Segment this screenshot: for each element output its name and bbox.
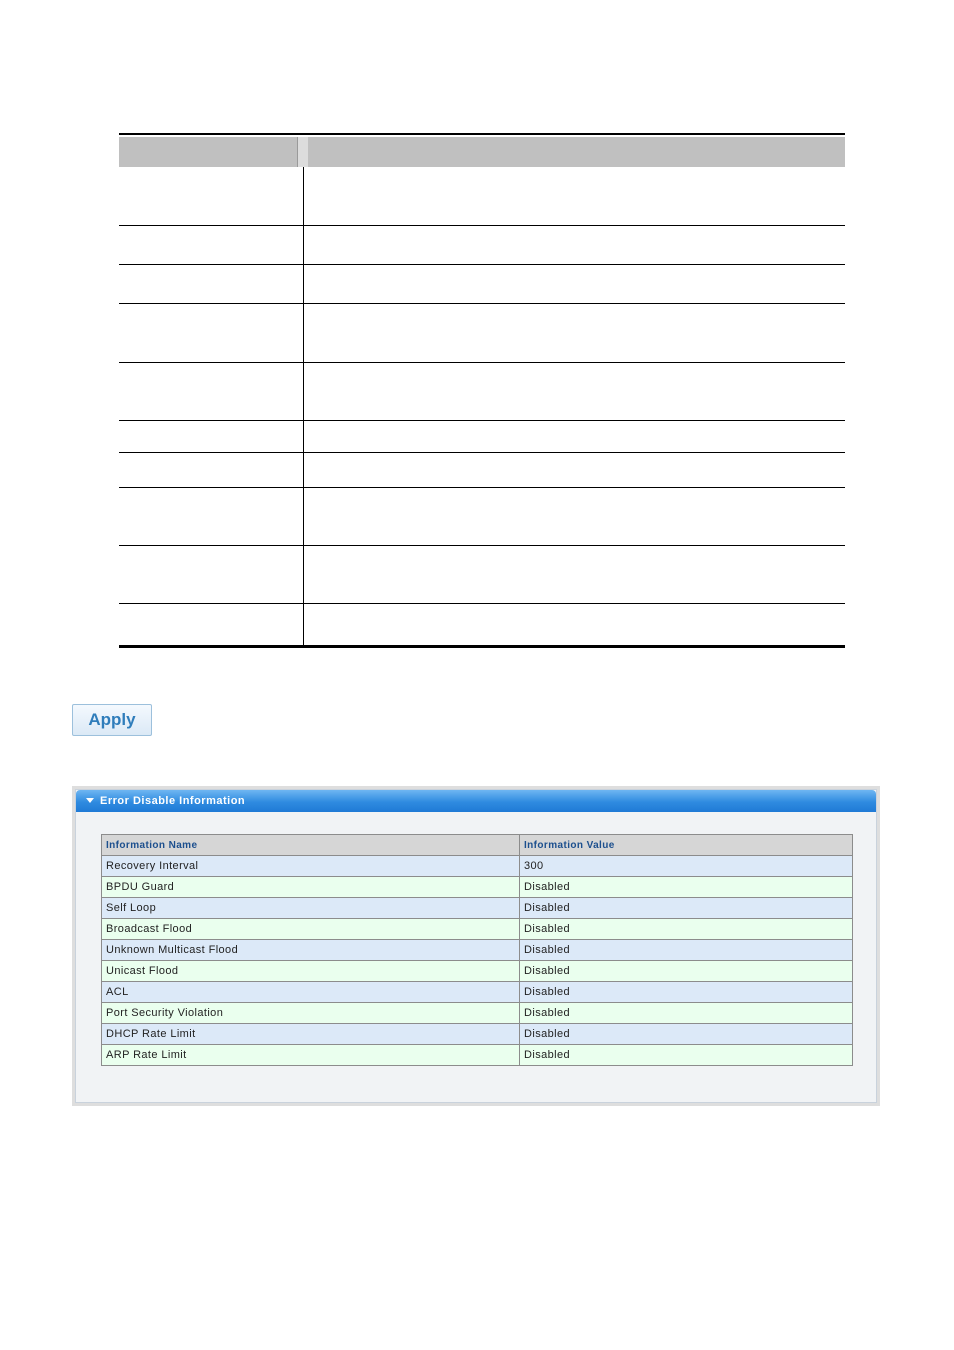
table-row	[102, 877, 853, 898]
column-header-name: Information Name	[102, 835, 520, 856]
apply-button[interactable]: Apply	[72, 704, 152, 736]
table-row	[102, 856, 853, 877]
info-name-cell: Broadcast Flood	[102, 919, 520, 940]
table-top-rule	[119, 133, 845, 135]
information-table	[101, 834, 853, 1066]
table-row	[102, 1045, 853, 1066]
table-row	[119, 265, 845, 304]
info-name-cell: Unknown Multicast Flood	[102, 940, 520, 961]
info-name-cell: ACL	[102, 982, 520, 1003]
table-row	[102, 1024, 853, 1045]
info-value-cell: 300	[520, 856, 853, 877]
info-value-cell: Disabled	[520, 982, 853, 1003]
error-disable-panel	[72, 786, 880, 1106]
panel-header[interactable]	[76, 790, 876, 812]
table-row	[102, 1003, 853, 1024]
definition-table	[119, 133, 845, 648]
info-name-cell: Unicast Flood	[102, 961, 520, 982]
table-row	[102, 982, 853, 1003]
info-name-cell: Recovery Interval	[102, 856, 520, 877]
table-row	[119, 167, 845, 226]
table-row	[119, 363, 845, 421]
table-row	[102, 940, 853, 961]
info-name-cell: Self Loop	[102, 898, 520, 919]
table-row	[119, 304, 845, 363]
info-value-cell: Disabled	[520, 877, 853, 898]
table-row	[102, 898, 853, 919]
table-row	[119, 488, 845, 546]
table-header-row	[102, 835, 853, 856]
info-value-cell: Disabled	[520, 898, 853, 919]
collapse-triangle-icon[interactable]	[86, 798, 94, 803]
header-separator	[297, 137, 308, 167]
table-row	[119, 453, 845, 488]
table-row	[102, 919, 853, 940]
info-value-cell: Disabled	[520, 1003, 853, 1024]
column-header-value: Information Value	[520, 835, 853, 856]
info-name-cell: ARP Rate Limit	[102, 1045, 520, 1066]
info-name-cell: Port Security Violation	[102, 1003, 520, 1024]
table-row	[119, 546, 845, 604]
info-value-cell: Disabled	[520, 919, 853, 940]
panel-body	[75, 789, 877, 1103]
info-name-cell: BPDU Guard	[102, 877, 520, 898]
info-name-cell: DHCP Rate Limit	[102, 1024, 520, 1045]
table-row	[119, 226, 845, 265]
table-header-row	[119, 137, 845, 167]
panel-title: Error Disable Information	[100, 795, 246, 807]
info-value-cell: Disabled	[520, 1024, 853, 1045]
info-value-cell: Disabled	[520, 1045, 853, 1066]
table-row	[119, 421, 845, 453]
info-value-cell: Disabled	[520, 961, 853, 982]
table-row	[102, 961, 853, 982]
info-value-cell: Disabled	[520, 940, 853, 961]
table-bottom-rule	[119, 645, 845, 648]
